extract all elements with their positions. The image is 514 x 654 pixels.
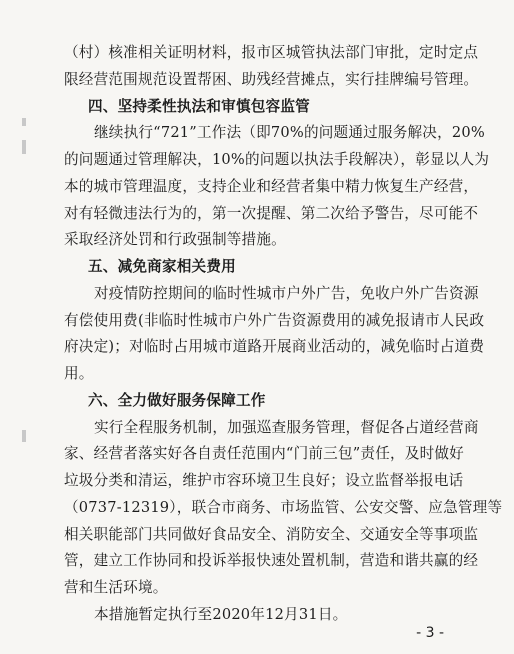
paragraph-line: 采取经济处罚和行政强制等措施。 (64, 231, 286, 248)
paragraph-line: 继续执行“721”工作法（即70%的问题通过服务解决，20% (94, 124, 485, 141)
page-number: - 3 - (416, 625, 444, 641)
paragraph-line: 用。 (64, 365, 94, 382)
margin-mark (22, 430, 26, 442)
paragraph-line: 家、经营者落实好各自责任范围内“门前三包”责任，及时做好 (64, 445, 464, 462)
section-heading: 五、减免商家相关费用 (88, 258, 236, 275)
margin-mark (22, 118, 26, 126)
paragraph-line: 对疫情防控期间的临时性城市户外广告，免收户外广告资源 (94, 285, 479, 302)
paragraph-line: 本的城市管理温度，支持企业和经营者集中精力恢复生产经营， (64, 178, 479, 195)
section-heading: 六、全力做好服务保障工作 (88, 392, 266, 409)
paragraph-line: 对有轻微违法行为的，第一次提醒、第二次给予警告，尽可能不 (64, 205, 479, 222)
paragraph-line: （0737-12319），联合市商务、市场监管、公安交警、应急管理等 (64, 499, 503, 516)
paragraph-line: 有偿使用费(非临时性城市户外广告资源费用的减免报请市人民政 (64, 312, 485, 329)
paragraph-line: （村）核准相关证明材料，报市区城管执法部门审批，定时定点 (64, 44, 479, 61)
section-heading: 四、坚持柔性执法和审慎包容监管 (88, 98, 310, 115)
margin-mark (22, 140, 26, 154)
paragraph-line: 实行全程服务机制，加强巡查服务管理，督促各占道经营商 (94, 419, 479, 436)
paragraph-line: 垃圾分类和清运，维护市容环境卫生良好；设立监督举报电话 (64, 472, 464, 489)
paragraph-line: 管，建立工作协同和投诉举报快速处置机制，营造和谐共赢的经 (64, 552, 479, 569)
paragraph-line: 府决定)；对临时占用城市道路开展商业活动的，减免临时占道费 (64, 338, 485, 355)
paragraph-line: 相关职能部门共同做好食品安全、消防安全、交通安全等事项监 (64, 526, 479, 543)
paragraph-line: 限经营范围规范设置帮困、助残经营摊点，实行挂牌编号管理。 (64, 71, 479, 88)
paragraph-line: 营和生活环境。 (64, 579, 168, 596)
paragraph-line: 的问题通过管理解决，10%的问题以执法手段解决），彰显以人为 (64, 151, 490, 168)
paragraph-line: 本措施暂定执行至2020年12月31日。 (94, 606, 348, 623)
